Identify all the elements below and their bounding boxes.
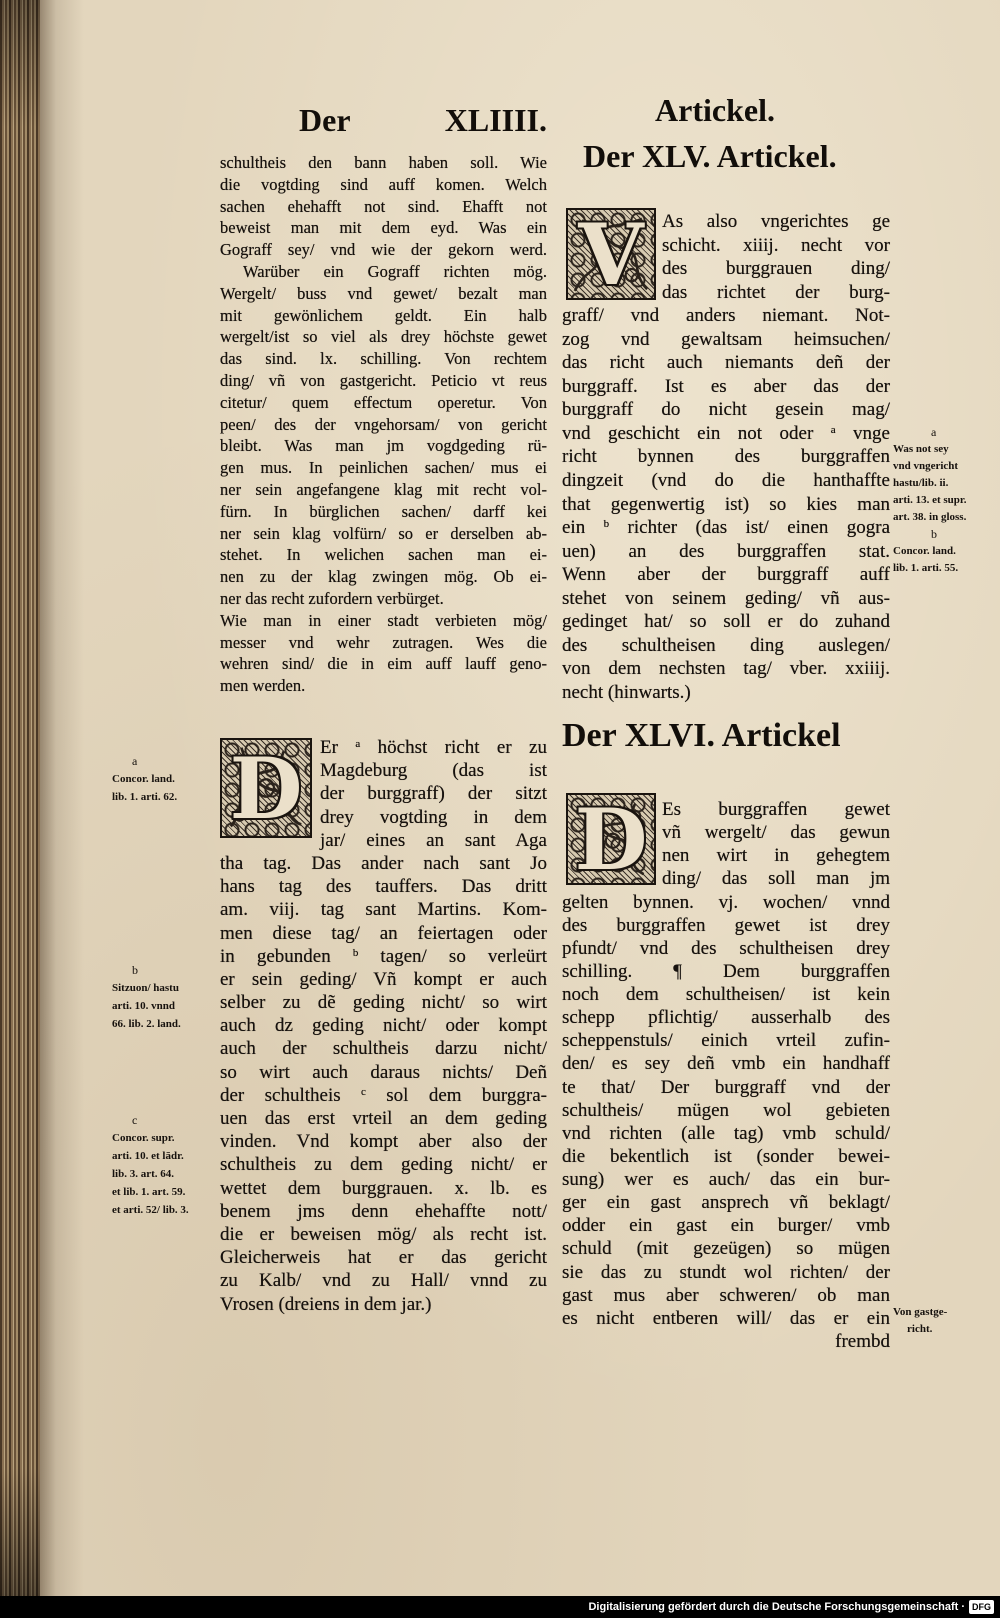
text-line: uen das erst vrteil an dem geding [220, 1108, 547, 1129]
text-line: die vogtding sind auff komen. Welch [220, 174, 547, 194]
note-marker: a [132, 754, 138, 768]
text-line: des schultheisen ding auslegen/ [562, 634, 890, 656]
text-line: odder ein gast ein burger/ vmb [562, 1215, 890, 1237]
footer-text: Digitalisierung gefördert durch die Deutsche Forschungsgemeinschaft · [588, 1601, 965, 1613]
text-line: fürn. In bürglichen sachen/ darff kei [220, 501, 547, 521]
drop-cap-letter: D [574, 793, 648, 885]
note-marker: c [132, 1113, 138, 1127]
margin-note [112, 752, 216, 806]
text-line [220, 945, 547, 968]
text-line: citetur/ quem effectum operetur. Von [220, 392, 547, 412]
text-line: sachen ehehafft not sind. Ehafft not [220, 196, 547, 216]
drop-cap-letter: V [578, 208, 644, 300]
text-line: ding/ vñ von gastgericht. Peticio vt reus [220, 370, 547, 390]
text-line: messer vnd wehr zutragen. Wes die [220, 632, 547, 652]
footnote-marker: a [830, 423, 836, 436]
text-line: ger ein gast ansprech vñ beklagt/ [562, 1192, 890, 1214]
text-line: jar/ eines an sant Aga [320, 829, 547, 851]
text-line: gelten bynnen. vj. wochen/ vnnd [562, 891, 890, 913]
margin-note-line: Concor. supr. [112, 1132, 175, 1144]
text-line: der burggraff) der sitzt [320, 783, 547, 805]
text-line: hans tag des tauffers. Das dritt [220, 876, 547, 898]
text-line: auch dz geding nicht/ oder kompt [220, 1015, 547, 1037]
text-line: richt bynnen des burggraffen [562, 446, 890, 468]
catchword: frembd [835, 1330, 890, 1352]
margin-note-line: hastu/lib. ii. [893, 477, 949, 489]
text-line: men werden. [220, 676, 306, 696]
text-line: te that/ Der burggraff vnd der [562, 1076, 890, 1098]
article-body [562, 210, 890, 704]
digitization-footer [0, 1596, 1000, 1618]
text-line: schultheis/ mügen wol gebieten [562, 1099, 890, 1121]
text-line: Wenn aber der burggraff auff [562, 564, 890, 586]
margin-note-line: Sitzuon/ hastu [112, 982, 179, 994]
text-line: Gograff sey/ vnd wie der gekorn werd. [220, 240, 547, 260]
text-line: Vrosen (dreiens in dem jar.) [220, 1293, 432, 1315]
running-header-right: Artickel. [655, 92, 775, 128]
text-line: nen zu der klag zwingen mög. Ob ei- [220, 567, 547, 587]
text-line: schultheis zu dem geding nicht/ er [220, 1154, 547, 1176]
text-segment: sol dem burggra- [365, 1084, 547, 1106]
text-line: den/ es sey deñ vmb ein handhaff [562, 1053, 890, 1075]
text-line: Es burggraffen gewet [662, 799, 890, 820]
text-line: die er beweisen mög/ als recht ist. [220, 1223, 547, 1245]
text-line: burggraff do nicht gesein mag/ [562, 399, 890, 421]
footnote-marker: c [361, 1085, 366, 1098]
text-line: sung) wer es auch/ das ein bur- [562, 1169, 890, 1190]
text-line: mit gewönlichem geldt. Ein halb [220, 305, 547, 325]
text-segment: Er [320, 737, 356, 758]
margin-note [893, 424, 995, 526]
text-line: schuld (mit gezeügen) so mügen [562, 1238, 890, 1260]
text-line: selber zu dẽ geding nicht/ so wirt [220, 992, 547, 1014]
text-line: vinden. Vnd kompt aber also der [220, 1131, 547, 1153]
text-line: beweist man mit dem eyd. Was ein [220, 218, 547, 238]
text-line: von dem nechsten tag/ vber. xxiiij. [562, 658, 890, 680]
text-line: es nicht entberen will/ das er ein [562, 1307, 890, 1329]
text-line: ner sein klag volfürn/ so er derselben ab- [220, 523, 547, 543]
text-line: burggraff. Ist es aber das der [562, 375, 890, 397]
text-line [220, 1084, 547, 1107]
margin-note-line: Concor. land. [112, 773, 175, 785]
text-line: peen/ des der vngehorsam/ von gericht [220, 414, 547, 434]
margin-note [112, 961, 216, 1033]
text-line: pfundt/ vnd des schultheisen drey [562, 937, 890, 959]
margin-notes [893, 424, 995, 577]
text-line: drey vogtding in dem [320, 806, 547, 828]
margin-note-line: lib. 1. arti. 55. [893, 562, 959, 574]
note-marker: b [132, 963, 138, 977]
text-line: necht (hinwarts.) [562, 681, 691, 703]
text-line: nen wirt in gehegtem [662, 845, 890, 867]
text-line: ner sein angefangene klag mit recht vol- [220, 479, 547, 499]
text-line [562, 516, 890, 540]
text-line: ner das recht zufordern verbürget. [220, 588, 444, 608]
text-line: benem jms denn ehehaffte nott/ [220, 1200, 547, 1222]
article-title: Der XLVI. Artickel [562, 717, 841, 754]
margin-note-line: vnd vngericht [893, 460, 959, 472]
text-line: dingzeit (vnd do die hanthaffte [562, 470, 890, 492]
drop-cap-letter: D [229, 738, 303, 838]
text-line: schultheis den bann haben soll. Wie [220, 153, 547, 172]
text-line: die bekentlich ist (sonder bewei- [562, 1145, 890, 1167]
text-line: auch der schultheis darzu nicht/ [220, 1038, 547, 1060]
margin-note-line: 66. lib. 2. land. [112, 1018, 181, 1030]
text-line: wehren sind/ die in eim auff lauff geno- [220, 654, 547, 674]
text-segment: höchst richt er zu [360, 737, 547, 758]
article-body [562, 798, 890, 1353]
margin-note-line: et arti. 52/ lib. 3. [112, 1204, 189, 1216]
text-line: das richt auch niemants deñ der [562, 352, 890, 374]
margin-note-line: Von gastge- [893, 1306, 948, 1318]
text-line: schicht. xiiij. necht vor [662, 234, 890, 256]
text-line: noch dem schultheisen/ ist kein [562, 984, 890, 1005]
margin-note-line: lib. 1. arti. 62. [112, 791, 178, 803]
text-line: uen) an des burggraffen stat. [562, 540, 890, 562]
text-segment: vnge [835, 422, 890, 444]
text-line [562, 422, 890, 446]
text-segment: tagen/ so verleürt [358, 945, 547, 967]
text-line: stehet von seinem geding/ vñ aus- [562, 587, 890, 609]
text-line: wettet dem burggrauen. x. lb. es [220, 1177, 547, 1199]
text-line: graff/ vnd anders niemant. Not- [562, 305, 890, 327]
text-segment: der schultheis [220, 1084, 362, 1106]
text-line: am. viij. tag sant Martins. Kom- [220, 899, 547, 921]
margin-note-line: arti. 13. et supr. [893, 494, 967, 506]
text-line: er sein geding/ Vñ kompt er auch [220, 968, 547, 990]
text-line: das sind. lx. schilling. Von rechtem [220, 349, 547, 369]
text-segment: richter (das ist/ einen gogra [609, 517, 890, 539]
text-line: sie das zu stundt wol richten/ der [562, 1261, 890, 1283]
text-line: Wergelt/ buss vnd gewet/ bezalt man [220, 283, 547, 303]
article-body [220, 736, 547, 1316]
text-line: vnd richten (alle tag) vmb schuld/ [562, 1122, 890, 1144]
text-line: des burggrauen ding/ [662, 258, 890, 280]
text-line: gedinget hat/ so soll er do zuhand [562, 611, 890, 633]
article-title: Der XLV. Artickel. [583, 138, 837, 174]
book-page-edges [0, 0, 40, 1596]
text-segment: vnd geschicht ein not oder [562, 422, 831, 444]
footnote-marker: b [352, 946, 359, 959]
text-line: so wirt auch daraus nichts/ Deñ [220, 1061, 547, 1083]
text-line: das richtet der burg- [662, 281, 890, 303]
margin-note-line: lib. 3. art. 64. [112, 1168, 175, 1180]
text-line: zog vnd gewaltsam heimsuchen/ [562, 328, 890, 350]
note-marker: a [931, 425, 937, 439]
running-header-left: Der XLIIII. [299, 102, 547, 138]
margin-note-line: richt. [907, 1323, 933, 1335]
text-line: schepp pflichtig/ ausserhalb des [562, 1007, 890, 1029]
text-line: gen mus. In peinlichen sachen/ mus ei [220, 458, 547, 478]
margin-note [112, 1111, 216, 1219]
summary-column [220, 152, 547, 697]
footnote-marker: a [355, 738, 361, 750]
margin-note-line: arti. 10. vnnd [112, 1000, 175, 1012]
text-line: scheppenstuls/ einich vrteil zufin- [562, 1030, 890, 1052]
margin-note-line: Concor. land. [893, 545, 956, 557]
note-marker: b [931, 527, 937, 541]
text-line: bleibt. Was man jm vogdgeding rü- [220, 436, 547, 456]
margin-note-line: arti. 10. et lādr. [112, 1150, 184, 1162]
text-line: Gleicherweis hat er das gericht [220, 1247, 547, 1269]
text-line: wergelt/ist so viel als drey höchste gewet [220, 327, 547, 347]
text-line: tha tag. Das ander nach sant Jo [220, 852, 547, 874]
margin-note-line: art. 38. in gloss. [893, 511, 967, 523]
text-line: ding/ das soll man jm [662, 868, 890, 890]
margin-note [893, 526, 995, 577]
text-line: Wie man in einer stadt verbieten mög/ [220, 610, 547, 630]
dfg-logo: DFG [969, 1600, 994, 1614]
text-line: zu Kalb/ vnd zu Hall/ vnnd zu [220, 1270, 547, 1292]
text-line: gast mus aber schweren/ ob man [562, 1284, 890, 1306]
text-line: schilling. ¶ Dem burggraffen [562, 960, 890, 982]
text-line [320, 736, 547, 759]
text-line: men diese tag/ an feiertagen oder [220, 922, 547, 944]
text-line: vñ wergelt/ das gewun [662, 822, 890, 844]
text-segment: in gebunden [220, 945, 353, 967]
text-segment: ein [562, 517, 604, 539]
text-line: As also vngerichtes ge [662, 211, 890, 232]
text-line: Magdeburg (das ist [320, 760, 547, 782]
text-line: Warüber ein Gograff richten mög. [243, 261, 547, 281]
footnote-marker: b [603, 518, 610, 531]
margin-note-line: et lib. 1. art. 59. [112, 1186, 186, 1198]
text-line: that gegenwertig ist) so kies man [562, 493, 890, 515]
margin-note-line: Was not sey [893, 443, 949, 455]
margin-note [893, 1304, 995, 1338]
text-line: stehet. In welichen sachen man ei- [220, 545, 547, 565]
text-line: des burggraffen gewet ist drey [562, 914, 890, 936]
